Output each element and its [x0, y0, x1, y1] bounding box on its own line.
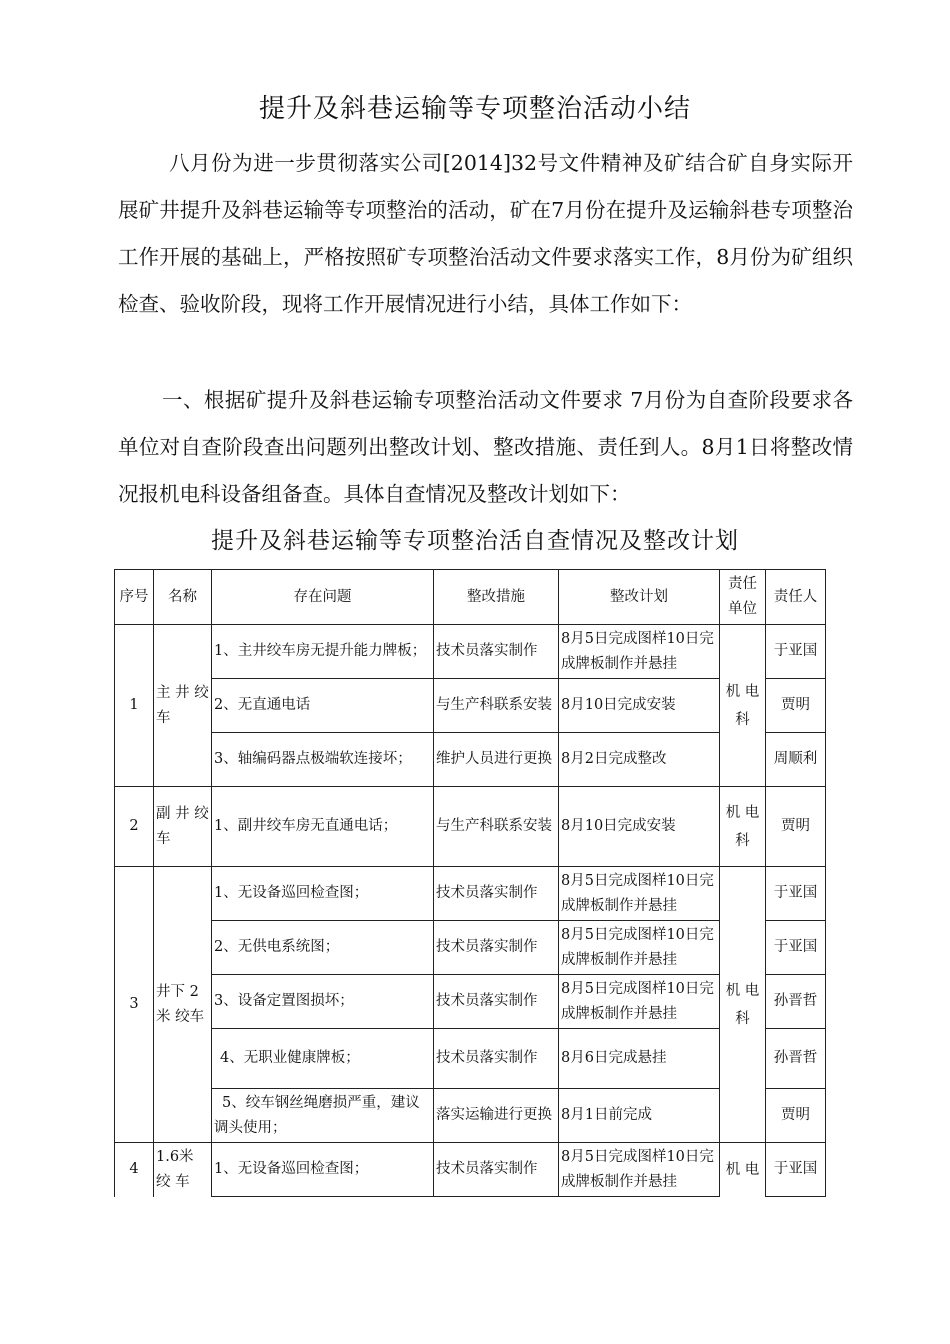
cell-measure: 与生产科联系安装: [434, 787, 559, 867]
cell-unit: 机 电 科: [720, 787, 766, 867]
cell-no: 1: [115, 625, 154, 787]
table-row: [115, 625, 826, 679]
cell-person: 周顺利: [766, 733, 826, 787]
cell-name: 副 井 绞 车: [154, 787, 212, 867]
cell-plan: 8月5日完成图样10日完成牌板制作并悬挂: [559, 625, 720, 679]
table-row: [115, 787, 826, 867]
header-unit: 责任单位: [720, 570, 766, 625]
paragraph-section-1: 一、根据矿提升及斜巷运输专项整治活动文件要求 7月份为自查阶段要求各单位对自查阶段查出问题列出整改计划、整改措施、责任到人。8月1日将整改情况报机电科设备组备查。具体自查情况及整改计划如下：: [118, 388, 853, 506]
cell-plan: 8月6日完成悬挂: [559, 1029, 720, 1089]
cell-measure: 技术员落实制作: [434, 867, 559, 921]
cell-measure: 技术员落实制作: [434, 975, 559, 1029]
cell-person: 于亚国: [766, 625, 826, 679]
table-row: [115, 1143, 826, 1197]
cell-person: 贾明: [766, 787, 826, 867]
cell-issue: 1、主井绞车房无提升能力牌板；: [212, 625, 434, 679]
table-row: [115, 867, 826, 921]
cell-plan: 8月1日前完成: [559, 1089, 720, 1143]
cell-plan: 8月10日完成安装: [559, 787, 720, 867]
table-title: 提升及斜巷运输等专项整治活自查情况及整改计划: [211, 528, 739, 554]
cell-measure: 维护人员进行更换: [434, 733, 559, 787]
cell-measure: 技术员落实制作: [434, 625, 559, 679]
cell-measure: 技术员落实制作: [434, 921, 559, 975]
cell-person: 于亚国: [766, 1143, 826, 1197]
cell-issue: 3、设备定置图损坏；: [212, 975, 434, 1029]
header-person: 责任人: [766, 570, 826, 625]
header-plan: 整改计划: [559, 570, 720, 625]
table-row: [115, 679, 826, 733]
header-measure: 整改措施: [434, 570, 559, 625]
cell-unit: 机 电: [720, 1143, 766, 1197]
header-name: 名称: [154, 570, 212, 625]
table-row: [115, 733, 826, 787]
cell-plan: 8月5日完成图样10日完成牌板制作并悬挂: [559, 1143, 720, 1197]
cell-plan: 8月5日完成图样10日完成牌板制作并悬挂: [559, 921, 720, 975]
cell-plan: 8月5日完成图样10日完成牌板制作并悬挂: [559, 975, 720, 1029]
cell-unit: 机 电 科: [720, 625, 766, 787]
cell-issue: 1、无设备巡回检查图；: [212, 1143, 434, 1197]
cell-plan: 8月5日完成图样10日完成牌板制作并悬挂: [559, 867, 720, 921]
cell-issue: 3、轴编码器点极端软连接坏；: [212, 733, 434, 787]
header-no: 序号: [115, 570, 154, 625]
cell-issue: 1、无设备巡回检查图；: [212, 867, 434, 921]
rectification-table: [114, 569, 826, 1197]
cell-issue: 2、无供电系统图；: [212, 921, 434, 975]
table-header-row: [115, 570, 826, 625]
table-row: [115, 1029, 826, 1089]
cell-name: 主 井 绞 车: [154, 625, 212, 787]
table-row: [115, 975, 826, 1029]
cell-measure: 技术员落实制作: [434, 1029, 559, 1089]
cell-person: 孙晋哲: [766, 975, 826, 1029]
cell-person: 贾明: [766, 1089, 826, 1143]
cell-person: 于亚国: [766, 867, 826, 921]
cell-person: 孙晋哲: [766, 1029, 826, 1089]
cell-no: 4: [115, 1143, 154, 1197]
cell-issue: 2、无直通电话: [212, 679, 434, 733]
cell-no: 2: [115, 787, 154, 867]
cell-plan: 8月2日完成整改: [559, 733, 720, 787]
cell-issue: 5、绞车钢丝绳磨损严重，建议调头使用；: [212, 1089, 434, 1143]
cell-issue: 1、副井绞车房无直通电话；: [212, 787, 434, 867]
cell-name: 1.6米 绞 车: [154, 1143, 212, 1197]
cell-no: 3: [115, 867, 154, 1143]
header-issue: 存在问题: [212, 570, 434, 625]
cell-unit: 机 电 科: [720, 867, 766, 1143]
cell-plan: 8月10日完成安装: [559, 679, 720, 733]
paragraph-intro: 八月份为进一步贯彻落实公司[2014]32号文件精神及矿结合矿自身实际开展矿井提升及斜巷运输等专项整治的活动，矿在7月份在提升及运输斜巷专项整治工作开展的基础上，严格按照矿专项整治活动文件要求落实工作，8月份为矿组织检查、验收阶段，现将工作开展情况进行小结，具体工作如下：: [118, 151, 853, 316]
document-title: 提升及斜巷运输等专项整治活动小结: [258, 94, 691, 124]
cell-name: 井下 2米 绞车: [154, 867, 212, 1143]
table-row: [115, 921, 826, 975]
cell-measure: 技术员落实制作: [434, 1143, 559, 1197]
cell-measure: 落实运输进行更换: [434, 1089, 559, 1143]
cell-measure: 与生产科联系安装: [434, 679, 559, 733]
cell-issue: 4、无职业健康牌板；: [212, 1029, 434, 1089]
cell-person: 贾明: [766, 679, 826, 733]
table-row: [115, 1089, 826, 1143]
cell-person: 于亚国: [766, 921, 826, 975]
